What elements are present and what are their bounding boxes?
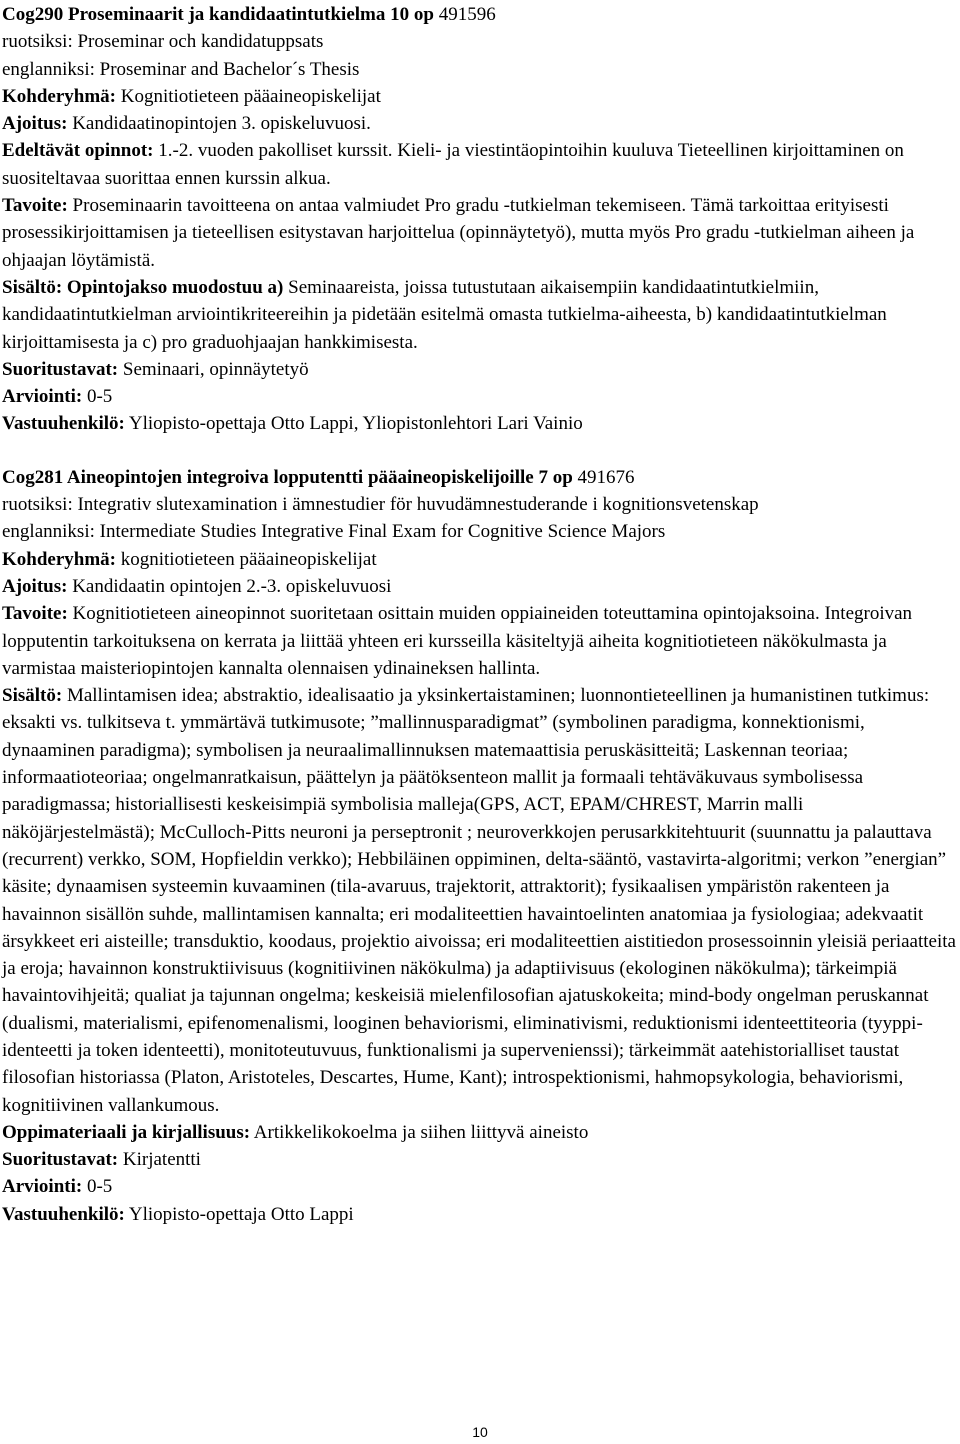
timing-line (2, 110, 958, 137)
english-label: englanniksi: (2, 58, 95, 80)
prereq-value: 1.-2. vuoden pakolliset kurssit. Kieli- ja viestintäopintoihin kuuluva Tieteellinen kirjoittaminen on suositeltavaa suorittaa ennen kurssin alkua. (2, 140, 904, 189)
method-value: Kirjatentti (122, 1149, 201, 1171)
course-title: Cog281 Aineopintojen integroiva lopputentti pääaineopiskelijoille 7 op (2, 466, 573, 488)
swedish-name-line (2, 491, 958, 518)
timing-label: Ajoitus: (2, 113, 68, 135)
goal-value: Kognitiotieteen aineopinnot suoritetaan osittain muiden oppiaineiden toteuttamina opintojaksoina. Integroivan lopputentin tarkoituksena on kerrata ja liittää yhteen eri kursseilla käsiteltyjä aiheita kognitiotieteen näkökulmasta ja varmistaa maisteriopintojen kannalta olennaisen ydinaineksen hallinta. (2, 603, 913, 679)
swedish-label: ruotsiksi: (2, 31, 73, 53)
section-gap (2, 438, 958, 464)
english-name: Proseminar and Bachelor´s Thesis (99, 58, 360, 80)
material-label: Oppimateriaali ja kirjallisuus: (2, 1121, 251, 1143)
target-value: kognitiotieteen pääaineopiskelijat (120, 548, 377, 570)
method-label: Suoritustavat: (2, 1149, 119, 1171)
swedish-label: ruotsiksi: (2, 494, 73, 516)
course-id: 491676 (577, 466, 635, 488)
method-value: Seminaari, opinnäytetyö (122, 358, 309, 380)
timing-value: Kandidaatin opintojen 2.-3. opiskeluvuosi (72, 575, 392, 597)
course-heading (2, 1, 958, 28)
responsible-label: Vastuuhenkilö: (2, 413, 125, 435)
grading-label: Arviointi: (2, 386, 83, 408)
grading-value: 0-5 (86, 386, 113, 408)
target-label: Kohderyhmä: (2, 85, 116, 107)
content-value: Seminaareista, joissa tutustutaan aikaisempiin kandidaatintutkielmiin, kandidaatintutkielman arviointikriteereihin ja pidetään esitelmä omasta tutkielma-aiheesta, b) kandidaatintutkielman kirjoittamisesta ja c) pro graduohjaajan hankkimisesta. (2, 276, 887, 353)
responsible-value: Yliopisto-opettaja Otto Lappi, Yliopistonlehtori Lari Vainio (128, 413, 583, 435)
course-title: Cog290 Proseminaarit ja kandidaatintutkielma 10 op (2, 4, 434, 25)
swedish-name-line (2, 28, 958, 55)
grading-line (2, 1173, 958, 1200)
goal-paragraph (2, 192, 958, 274)
goal-label: Tavoite: (2, 195, 68, 217)
english-name-line (2, 56, 958, 83)
grading-line (2, 383, 958, 410)
swedish-name: Integrativ slutexamination i ämnestudier för huvudämnestuderande i kognitionsvetenskap (77, 494, 759, 516)
content-paragraph (2, 274, 958, 356)
target-group-line (2, 546, 958, 573)
goal-label: Tavoite: (2, 603, 68, 625)
prereq-label: Edeltävät opinnot: (2, 140, 154, 162)
goal-value: Proseminaarin tavoitteena on antaa valmiudet Pro gradu -tutkielman tekemiseen. Tämä tarkoittaa erityisesti prosessikirjoittamisen ja tieteellisen esitystavan harjoittelua (opinnäytetyö), mutta myös Pro gradu -tutkielman aiheen ja ohjaajan löytämistä. (2, 195, 915, 271)
english-label: englanniksi: (2, 521, 95, 543)
timing-label: Ajoitus: (2, 575, 68, 597)
grading-value: 0-5 (86, 1176, 113, 1198)
material-value: Artikkelikokoelma ja siihen liittyvä aineisto (253, 1121, 589, 1143)
content-label: Sisältö: Opintojakso muodostuu a) (2, 276, 284, 298)
content-value: Mallintamisen idea; abstraktio, idealisaatio ja yksinkertaistaminen; luonnontieteellinen ja humanistinen tutkimus: eksakti vs. tulkitseva t. ymmärtävä tutkimusote; ”mallinnusparadigmat” (symbolinen paradigma, konnektionismi, dynaaminen paradigma); symbolisen ja neuraalimallinnuksen matemaattisia peruskäsitteitä; Laskennan teoriaa; informaatioteoriaa; ongelmanratkaisun, päättelyn ja päätöksenteon mallit ja formaali tehtäväkuvaus symbolisessa paradigmassa; historiallisesti keskeisimpiä symbolisia malleja(GPS, ACT, EPAM/CHREST, Marrin malli näköjärjestelmästä); McCulloch-Pitts neuroni ja perseptronit ; neuroverkkojen perusarkkitehtuurit (suunnattu ja palauttava (recurrent) verkko, SOM, Hopfieldin verkko); Hebbiläinen oppiminen, delta-sääntö, vastavirta-algoritmi; verkon ”energian” käsite; dynaamisen systeemin kuvaaminen (tila-avaruus, trajektorit, attraktorit); fysikaalisen ympäristön rakenteen ja havainnon sisällön suhde, mallintamisen kannalta; eri modaliteettien havaintoelinten anatomiaa ja fysiologiaa; adekvaatit ärsykkeet eri aisteille; transduktio, koodaus, projektio aivoissa; eri modaliteettien aistitiedon prosessoinnin yleisiä periaatteita ja eroja; havainnon konstruktiivisuus (kognitiivinen näkökulma) ja adaptiivisuus (ekologinen näkökulma); tärkeimpiä havaintovihjeitä; qualiat ja tajunnan ongelma; keskeisiä mielenfilosofian ajatuskokeita; mind-body ongelman peruskannat (dualismi, materialismi, epifenomenalismi, looginen behaviorismi, eliminativismi, reduktionismi identeettiteoria (tyyppi-identeetti ja token identeetti), monitoteutuvuus, funktionalismi ja supervenienssi); tärkeimmät aatehistorialliset taustat filosofian historiassa (Platon, Aristoteles, Descartes, Hume, Kant); introspektionismi, hahmopsykologia, behaviorismi, kognitiivinen vallankumous. (2, 685, 956, 1116)
responsible-value: Yliopisto-opettaja Otto Lappi (128, 1203, 354, 1225)
english-name: Intermediate Studies Integrative Final Exam for Cognitive Science Majors (99, 521, 666, 543)
responsible-line (2, 410, 958, 437)
target-value: Kognitiotieteen pääaineopiskelijat (120, 85, 381, 107)
target-label: Kohderyhmä: (2, 548, 116, 570)
material-line (2, 1119, 958, 1146)
course-cog281 (2, 464, 958, 1228)
responsible-line (2, 1201, 958, 1228)
prerequisites-paragraph (2, 137, 958, 192)
responsible-label: Vastuuhenkilö: (2, 1203, 125, 1225)
page-number: 10 (472, 1424, 488, 1440)
target-group-line (2, 83, 958, 110)
method-label: Suoritustavat: (2, 358, 119, 380)
course-id: 491596 (438, 4, 496, 25)
method-line (2, 1146, 958, 1173)
content-paragraph (2, 682, 958, 1119)
goal-paragraph (2, 600, 958, 682)
timing-value: Kandidaatinopintojen 3. opiskeluvuosi. (72, 113, 371, 135)
document-page (2, 1, 958, 1228)
timing-line (2, 573, 958, 600)
content-label: Sisältö: (2, 685, 63, 707)
course-cog290 (2, 1, 958, 438)
course-heading (2, 464, 958, 491)
swedish-name: Proseminar och kandidatuppsats (77, 31, 324, 53)
english-name-line (2, 518, 958, 545)
grading-label: Arviointi: (2, 1176, 83, 1198)
method-line (2, 356, 958, 383)
